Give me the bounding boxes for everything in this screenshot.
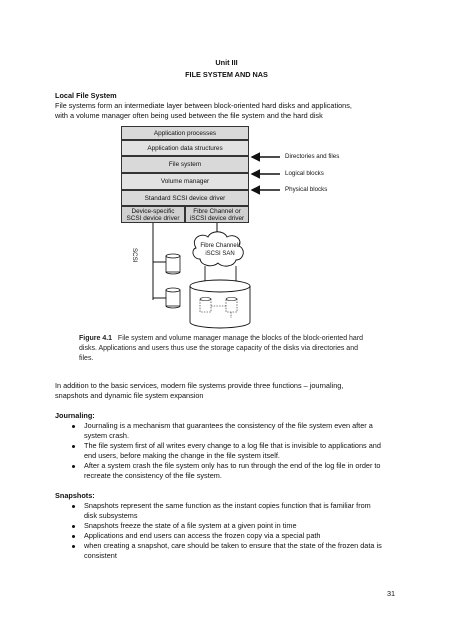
journaling-b1-l1: Journaling is a mechanism that guarantees the consistency of the file system even after a — [84, 421, 373, 430]
device-driver-line1: Device-specific — [131, 207, 175, 215]
page-number: 31 — [387, 589, 396, 598]
local-disk-1 — [166, 254, 180, 274]
layer-label: Application processes — [153, 129, 217, 137]
figure-caption-line3: files. — [79, 355, 94, 362]
bullet-icon — [72, 535, 75, 538]
intro-line2: snapshots and dynamic file system expansion — [55, 391, 204, 400]
local-fs-line2: with a volume manager often being used between the file system and the hard disk — [55, 111, 323, 120]
intro-line1: In addition to the basic services, modern file systems provide three functions – journaling, — [55, 381, 344, 390]
layer-label: Volume manager — [160, 178, 210, 185]
snapshots-b2: Snapshots freeze the state of a file system at a given point in time — [84, 521, 297, 530]
local-fs-heading: Local File System — [55, 91, 117, 100]
san-line2: iSCSI SAN — [205, 251, 235, 257]
label-san — [198, 242, 242, 258]
label-logical-blocks: Logical blocks — [285, 170, 324, 177]
layer-label: File system — [168, 161, 202, 168]
device-driver-line2: SCSI device driver — [126, 214, 180, 222]
local-disk-2 — [166, 288, 180, 308]
bullet-icon — [72, 525, 75, 528]
snapshots-b4-l2: consistent — [84, 551, 117, 560]
snapshots-b4-l1: when creating a snapshot, care should be taken to ensure that the state of the frozen data is — [84, 541, 382, 550]
layer-label: Standard SCSI device driver — [144, 194, 226, 202]
figure-caption-line1 — [79, 334, 363, 344]
label-directories-and-files: Directories and files — [285, 153, 340, 160]
san-line1: Fibre Channel/ — [200, 243, 240, 249]
snapshots-b3: Applications and end users can access the frozen copy via a special path — [84, 531, 321, 540]
bullet-icon — [72, 505, 75, 508]
journaling-b2-l2: end users, before making the change in the file system itself. — [84, 451, 280, 460]
bullet-icon — [72, 425, 75, 428]
snapshots-heading: Snapshots: — [55, 491, 95, 500]
figure-caption-label: Figure 4.1 — [79, 335, 113, 342]
snapshots-b1-l1: Snapshots represent the same function as the instant copies function that is familiar from — [84, 501, 371, 510]
local-fs-line1: File systems form an intermediate layer between block-oriented hard disks and applications, — [55, 101, 352, 110]
bullet-icon — [72, 465, 75, 468]
journaling-b3-l2: recreate the consistency of the file system. — [84, 471, 222, 480]
label-physical-blocks: Physical blocks — [285, 186, 328, 193]
layer-label: Application data structures — [147, 144, 223, 152]
journaling-heading: Journaling: — [55, 411, 95, 420]
journaling-b1-l2: system crash. — [84, 431, 130, 440]
journaling-b3-l1: After a system crash the file system only has to run through the end of the log file in order to — [84, 461, 381, 470]
page-title: FILE SYSTEM AND NAS — [185, 70, 268, 79]
san-storage — [190, 280, 250, 328]
unit-title: Unit III — [215, 58, 238, 67]
fc-driver-line1: Fibre Channel or — [193, 207, 241, 215]
figure-caption-line2: disks. Applications and users thus use the storage capacity of the disks via directories and — [79, 345, 358, 352]
caption-text-1: File system and volume manager manage the blocks of the block-oriented hard — [117, 335, 364, 342]
snapshots-b1-l2: disk subsystems — [84, 511, 138, 520]
journaling-b2-l1: The file system first of all writes every change to a log file that is invisible to applications and — [84, 441, 381, 450]
bullet-icon — [72, 545, 75, 548]
bullet-icon — [72, 445, 75, 448]
fc-driver-line2: iSCSI device driver — [189, 214, 245, 222]
label-scsi: SCSI — [131, 248, 138, 263]
